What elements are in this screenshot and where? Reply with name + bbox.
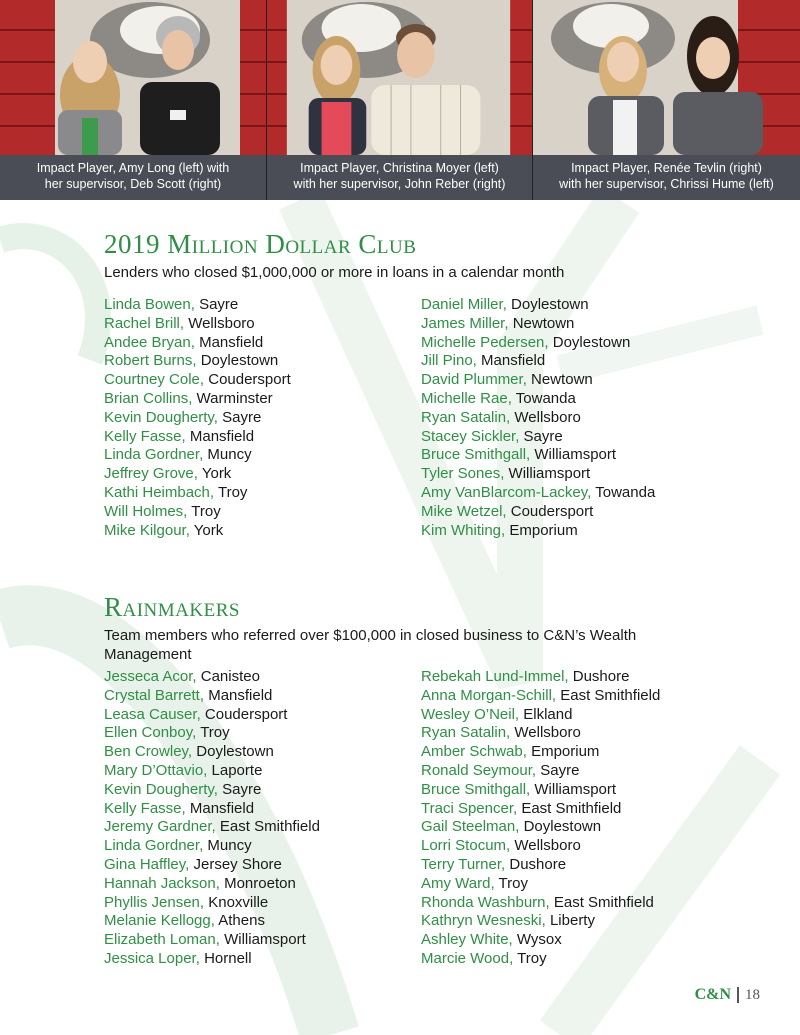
photo-image	[0, 0, 266, 155]
list-item	[421, 334, 655, 353]
person-name: Michelle Pedersen,	[421, 333, 549, 351]
person-name: Will Holmes,	[104, 502, 188, 520]
photo-amy-long-deb-scott	[0, 0, 266, 200]
person-name: James Miller,	[421, 314, 509, 332]
list-item	[421, 687, 660, 706]
list-item	[104, 781, 320, 800]
person-name: Lorri Stocum,	[421, 837, 511, 855]
person-town: Elkland	[523, 705, 573, 723]
list-item	[421, 296, 655, 315]
person-name: Rachel Brill,	[104, 314, 185, 332]
person-name: Courtney Cole,	[104, 371, 205, 389]
list-item	[104, 950, 320, 969]
section-title: Rainmakers	[104, 592, 240, 622]
left-column	[104, 296, 291, 540]
person-town: Troy	[517, 949, 547, 967]
person-name: Jeffrey Grove,	[104, 465, 198, 483]
person-name: Bruce Smithgall,	[421, 780, 531, 798]
person-town: Dushore	[509, 855, 567, 873]
person-name: Linda Gordner,	[104, 446, 204, 464]
person-name: Leasa Causer,	[104, 705, 201, 723]
right-column	[421, 296, 655, 540]
person-name: Ellen Conboy,	[104, 724, 197, 742]
caption-line-2: with her supervisor, Chrissi Hume (left)	[559, 177, 774, 191]
caption-line-1: Impact Player, Amy Long (left) with	[36, 161, 230, 175]
page-footer	[695, 986, 760, 1004]
person-town: Williamsport	[534, 446, 617, 464]
list-item	[421, 503, 655, 522]
person-name: Michelle Rae,	[421, 389, 512, 407]
person-name: Mike Kilgour,	[104, 521, 190, 539]
person-town: Towanda	[515, 389, 576, 407]
person-town: Coudersport	[510, 502, 594, 520]
section-description: Lenders who closed $1,000,000 or more in loans in a calendar month	[104, 264, 565, 281]
rainmakers-section	[104, 592, 724, 967]
list-item	[104, 409, 291, 428]
list-item	[421, 875, 660, 894]
person-name: Kathryn Wesneski,	[421, 912, 546, 930]
list-item	[421, 315, 655, 334]
person-town: East Smithfield	[521, 799, 622, 817]
person-name: Ben Crowley,	[104, 743, 193, 761]
list-item	[104, 931, 320, 950]
person-town: Sayre	[222, 780, 262, 798]
person-name: Ronald Seymour,	[421, 761, 537, 779]
person-name: Wesley O’Neil,	[421, 705, 520, 723]
list-item	[104, 296, 291, 315]
person-town: Canisteo	[200, 668, 260, 685]
person-town: Doylestown	[200, 352, 279, 370]
list-item	[104, 912, 320, 931]
list-item	[421, 781, 660, 800]
person-town: Coudersport	[204, 705, 288, 723]
person-name: Ashley White,	[421, 931, 513, 949]
person-name: Jesseca Acor,	[104, 668, 197, 685]
person-name: Jessica Loper,	[104, 949, 200, 967]
list-item	[104, 465, 291, 484]
right-column	[421, 668, 660, 969]
person-name: Ryan Satalin,	[421, 724, 511, 742]
person-name: Robert Burns,	[104, 352, 197, 370]
page-number: 18	[745, 986, 760, 1003]
person-name: Gina Haffley,	[104, 855, 190, 873]
person-town: Monroeton	[224, 874, 296, 892]
list-item	[104, 837, 320, 856]
person-town: Mansfield	[208, 686, 273, 704]
person-town: Doylestown	[511, 296, 589, 313]
person-town: Sayre	[199, 296, 239, 313]
person-name: Hannah Jackson,	[104, 874, 220, 892]
divider	[737, 987, 739, 1003]
list-item	[421, 371, 655, 390]
person-name: Crystal Barrett,	[104, 686, 205, 704]
person-name: Brian Collins,	[104, 389, 193, 407]
person-town: Sayre	[222, 408, 262, 426]
person-name: Phyllis Jensen,	[104, 893, 205, 911]
person-name: Elizabeth Loman,	[104, 931, 220, 949]
list-item	[421, 484, 655, 503]
list-item	[421, 724, 660, 743]
list-item	[104, 875, 320, 894]
person-name: Jill Pino,	[421, 352, 477, 370]
person-town: Williamsport	[534, 780, 617, 798]
caption-line-1: Impact Player, Renée Tevlin (right)	[571, 161, 762, 175]
person-town: Wysox	[516, 931, 562, 949]
list-item	[104, 522, 291, 541]
cn-logo: C&N	[694, 986, 731, 1003]
list-item	[104, 668, 320, 687]
list-item	[104, 894, 320, 913]
person-town: Troy	[217, 483, 248, 501]
person-town: Troy	[200, 724, 230, 742]
million-dollar-club-section	[104, 229, 724, 539]
list-item	[421, 522, 655, 541]
person-name: Kelly Fasse,	[104, 427, 186, 445]
photo-image	[267, 0, 532, 155]
person-name: David Plummer,	[421, 371, 527, 389]
person-town: Jersey Shore	[193, 855, 282, 873]
person-name: Rebekah Lund-Immel,	[421, 668, 569, 685]
photo-strip	[0, 0, 800, 200]
person-town: Warminster	[196, 389, 273, 407]
list-item	[421, 390, 655, 409]
list-item	[104, 762, 320, 781]
caption-line-2: with her supervisor, John Reber (right)	[293, 177, 506, 191]
list-item	[421, 856, 660, 875]
list-item	[421, 409, 655, 428]
person-name: Mike Wetzel,	[421, 502, 507, 520]
list-item	[104, 800, 320, 819]
person-town: Troy	[498, 874, 528, 892]
person-town: East Smithfield	[553, 893, 654, 911]
list-item	[104, 706, 320, 725]
list-item	[104, 856, 320, 875]
list-item	[104, 446, 291, 465]
person-town: Dushore	[572, 668, 630, 685]
person-town: Williamsport	[224, 931, 306, 949]
person-town: Athens	[218, 912, 265, 930]
list-item	[104, 352, 291, 371]
person-name: Kelly Fasse,	[104, 799, 186, 817]
caption-line-2: her supervisor, Deb Scott (right)	[44, 177, 222, 191]
person-town: Wellsboro	[514, 837, 581, 855]
person-town: Towanda	[595, 483, 656, 501]
list-item	[421, 428, 655, 447]
section-description: Team members who referred over $100,000 in closed business to C&N’s Wealth Management	[104, 627, 637, 663]
list-item	[421, 446, 655, 465]
person-town: Muncy	[207, 837, 252, 855]
person-town: Wellsboro	[514, 408, 581, 426]
person-town: Emporium	[509, 521, 578, 539]
photo-christina-moyer-john-reber	[266, 0, 533, 200]
person-name: Linda Gordner,	[104, 837, 204, 855]
person-name: Kevin Dougherty,	[104, 780, 218, 798]
person-town: Knoxville	[208, 893, 269, 911]
list-item	[421, 894, 660, 913]
person-town: Doylestown	[196, 743, 274, 761]
person-name: Amy Ward,	[421, 874, 495, 892]
list-item	[104, 484, 291, 503]
list-item	[104, 390, 291, 409]
person-name: Andee Bryan,	[104, 333, 195, 351]
person-town: Sayre	[540, 761, 580, 779]
person-town: Mansfield	[189, 427, 255, 445]
person-town: Troy	[191, 502, 221, 520]
person-town: East Smithfield	[219, 818, 320, 836]
person-town: Wellsboro	[188, 314, 255, 332]
person-name: Amber Schwab,	[421, 743, 527, 761]
list-item	[104, 503, 291, 522]
person-town: York	[193, 521, 224, 539]
person-town: Newtown	[531, 371, 593, 389]
list-item	[104, 315, 291, 334]
list-item	[104, 687, 320, 706]
photo-caption	[267, 155, 532, 200]
person-name: Melanie Kellogg,	[104, 912, 215, 930]
list-item	[421, 762, 660, 781]
person-name: Terry Turner,	[421, 855, 506, 873]
person-town: Newtown	[512, 314, 575, 332]
person-town: Liberty	[549, 912, 595, 930]
person-name: Kathi Heimbach,	[104, 483, 215, 501]
list-item	[104, 818, 320, 837]
person-town: Williamsport	[508, 465, 591, 483]
list-item	[421, 352, 655, 371]
person-name: Ryan Satalin,	[421, 408, 511, 426]
photo-caption	[533, 155, 800, 200]
person-town: Wellsboro	[514, 724, 581, 742]
person-name: Marcie Wood,	[421, 949, 514, 967]
list-item	[421, 743, 660, 762]
person-town: East Smithfield	[560, 686, 661, 704]
list-item	[421, 465, 655, 484]
person-town: Mansfield	[189, 799, 255, 817]
person-town: Hornell	[204, 949, 252, 967]
list-item	[421, 912, 660, 931]
section-title: 2019 Million Dollar Club	[104, 229, 417, 259]
person-name: Jeremy Gardner,	[104, 818, 216, 836]
person-town: Sayre	[523, 427, 563, 445]
list-item	[104, 743, 320, 762]
person-town: Coudersport	[208, 371, 291, 389]
list-item	[104, 371, 291, 390]
list-item	[104, 724, 320, 743]
person-name: Daniel Miller,	[421, 296, 507, 313]
list-item	[421, 837, 660, 856]
list-item	[421, 950, 660, 969]
person-name: Amy VanBlarcom-Lackey,	[421, 483, 592, 501]
list-item	[421, 818, 660, 837]
person-name: Kevin Dougherty,	[104, 408, 218, 426]
left-column	[104, 668, 320, 969]
photo-renee-tevlin-chrissi-hume	[533, 0, 800, 200]
caption-line-1: Impact Player, Christina Moyer (left)	[300, 161, 499, 175]
list-item	[421, 800, 660, 819]
person-town: Mansfield	[199, 333, 264, 351]
person-name: Rhonda Washburn,	[421, 893, 550, 911]
person-town: Doylestown	[552, 333, 631, 351]
list-item	[421, 931, 660, 950]
person-name: Gail Steelman,	[421, 818, 520, 836]
person-town: Doylestown	[523, 818, 602, 836]
person-name: Kim Whiting,	[421, 521, 506, 539]
person-name: Traci Spencer,	[421, 799, 518, 817]
person-name: Mary D’Ottavio,	[104, 761, 208, 779]
person-town: Mansfield	[481, 352, 546, 370]
photo-caption	[0, 155, 266, 200]
person-town: Muncy	[207, 446, 252, 464]
list-item	[421, 668, 660, 687]
person-name: Tyler Sones,	[421, 465, 505, 483]
list-item	[104, 428, 291, 447]
list-item	[421, 706, 660, 725]
person-name: Stacey Sickler,	[421, 427, 520, 445]
person-name: Anna Morgan-Schill,	[421, 686, 557, 704]
person-town: Laporte	[211, 761, 263, 779]
person-name: Bruce Smithgall,	[421, 446, 531, 464]
photo-image	[533, 0, 800, 155]
person-town: Emporium	[531, 743, 600, 761]
list-item	[104, 334, 291, 353]
person-name: Linda Bowen,	[104, 296, 195, 313]
person-town: York	[201, 465, 232, 483]
